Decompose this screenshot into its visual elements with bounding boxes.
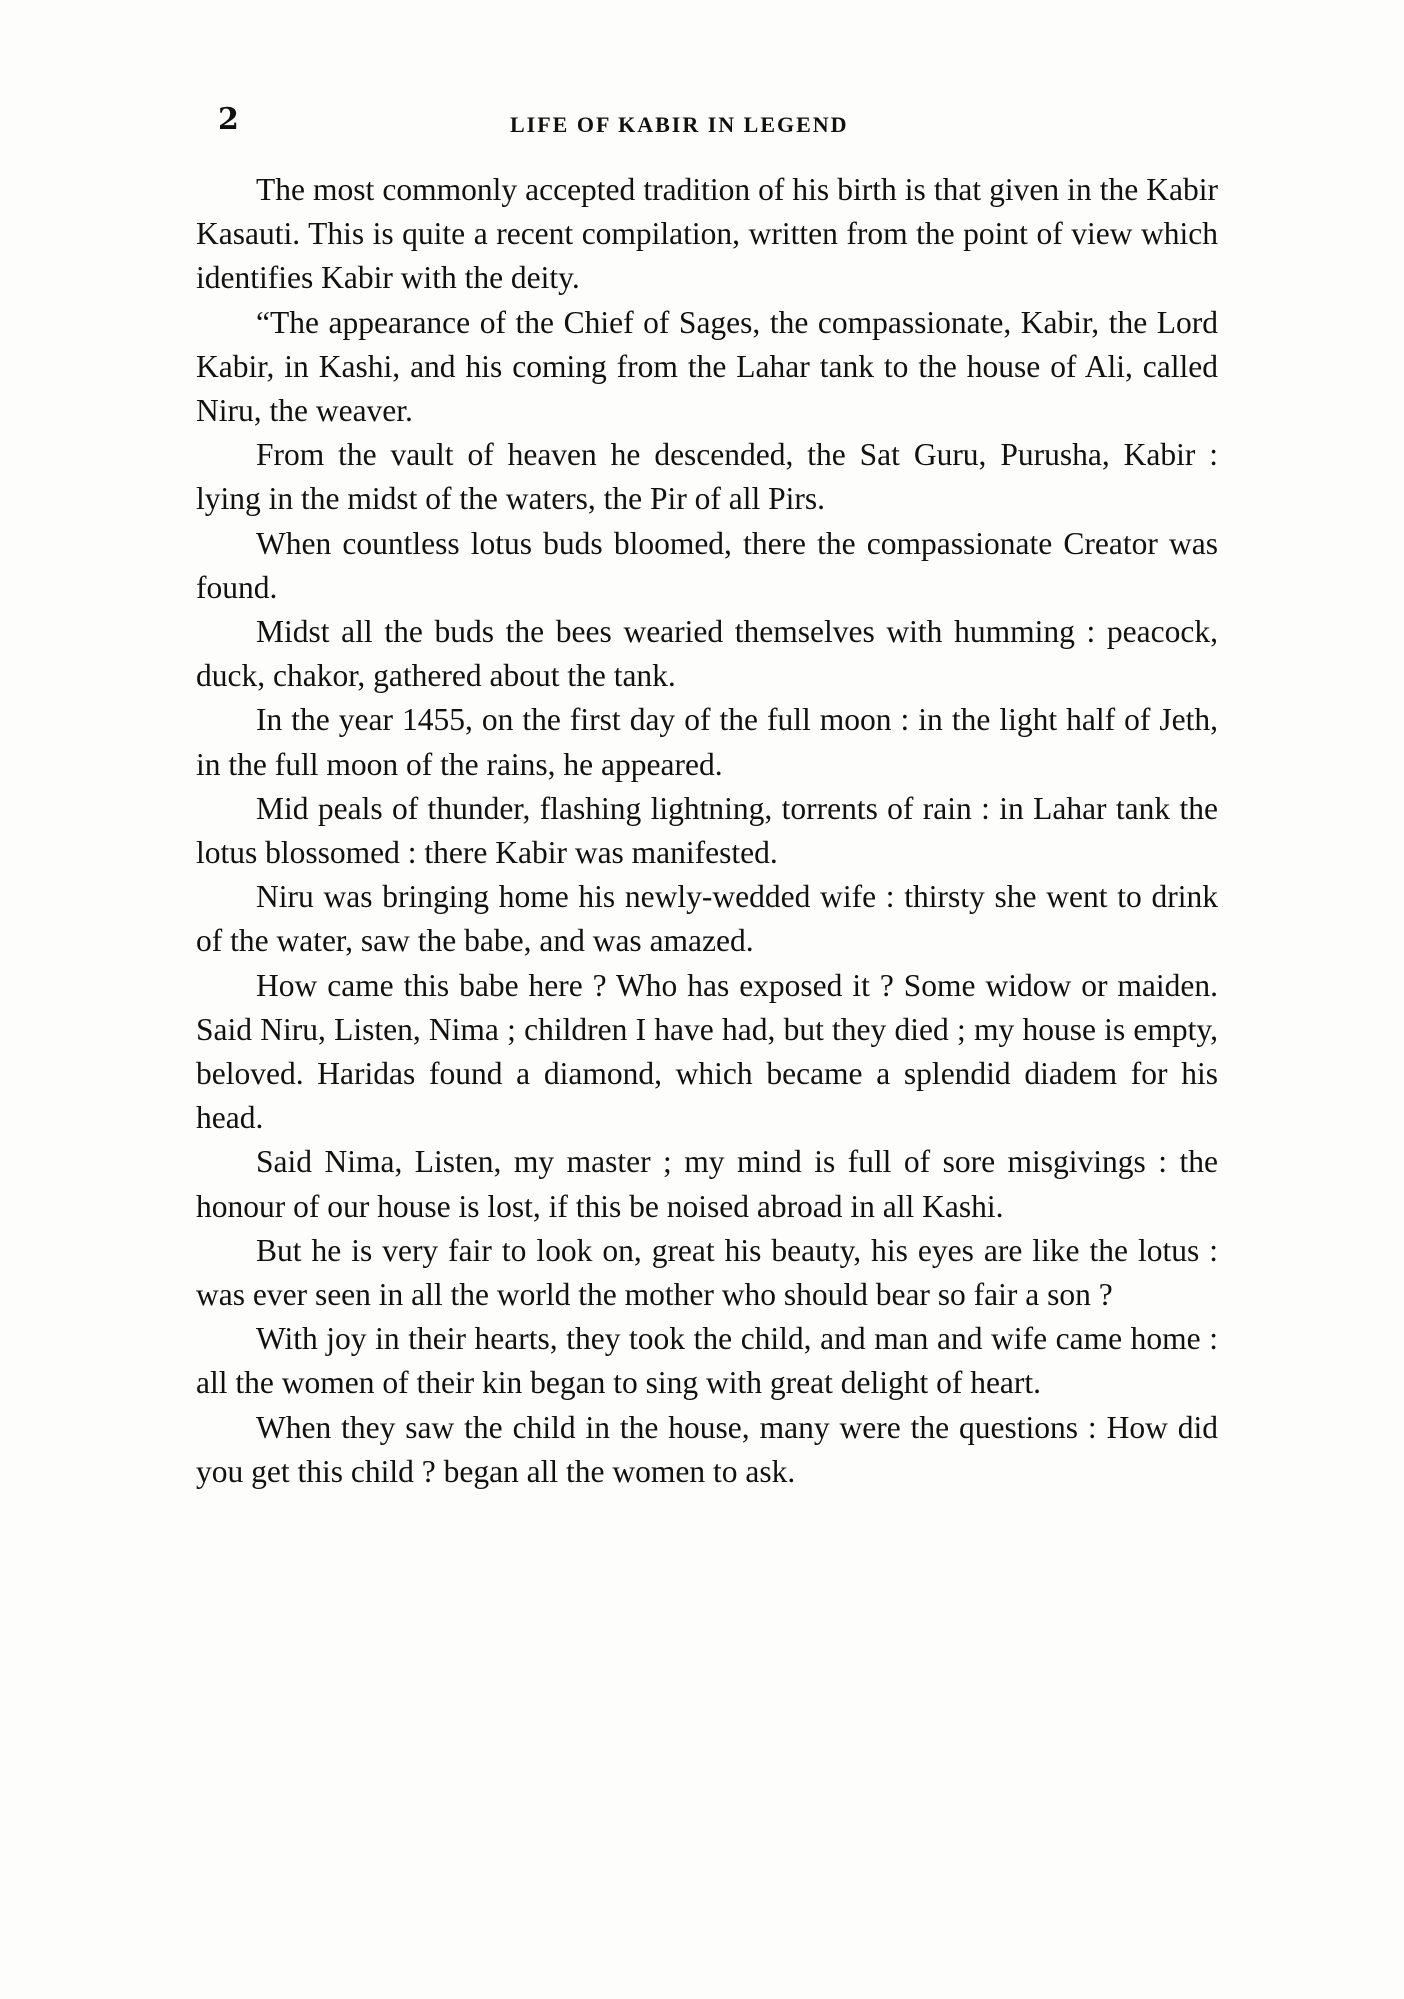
paragraph: “The appearance of the Chief of Sages, the compassionate, Kabir, the Lord Kabir, in Kashi, and his coming from the Lahar tank to the house of Ali, called Niru, the weaver. (196, 304, 1218, 429)
paragraph: But he is very fair to look on, great his beauty, his eyes are like the lotus : was ever seen in all the world the mother who should bear so fair a son ? (196, 1232, 1218, 1313)
body-text (196, 168, 1218, 1494)
paragraph: How came this babe here ? Who has exposed it ? Some widow or maiden. Said Niru, Listen, Nima ; children I have had, but they died ; my house is empty, beloved. Haridas found a diamond, which became a splendid diadem for his head. (196, 967, 1218, 1136)
running-head: LIFE OF KABIR IN LEGEND (510, 112, 849, 137)
paragraph: Mid peals of thunder, flashing lightning, torrents of rain : in Lahar tank the lotus blossomed : there Kabir was manifested. (196, 790, 1218, 871)
paragraph: Niru was bringing home his newly-wedded wife : thirsty she went to drink of the water, saw the babe, and was amazed. (196, 879, 1218, 959)
paragraph: When countless lotus buds bloomed, there the compassionate Creator was found. (196, 525, 1218, 605)
paragraph: With joy in their hearts, they took the child, and man and wife came home : all the women of their kin began to sing with great delight of heart. (196, 1321, 1218, 1401)
paragraph: Said Nima, Listen, my master ; my mind is full of sore misgivings : the honour of our house is lost, if this be noised abroad in all Kashi. (196, 1144, 1218, 1224)
paragraph: Midst all the buds the bees wearied themselves with humming : peacock, duck, chakor, gathered about the tank. (196, 614, 1218, 694)
page-header (210, 102, 1210, 142)
paragraph: The most commonly accepted tradition of his birth is that given in the Kabir Kasauti. This is quite a recent compilation, written from the point of view which identifies Kabir with the deity. (196, 172, 1218, 296)
paragraph: When they saw the child in the house, many were the questions : How did you get this child ? began all the women to ask. (196, 1409, 1218, 1489)
page-number: 2 (218, 102, 239, 137)
paragraph: In the year 1455, on the first day of the full moon : in the light half of Jeth, in the full moon of the rains, he appeared. (196, 702, 1218, 782)
paragraph: From the vault of heaven he descended, the Sat Guru, Purusha, Kabir : lying in the midst of the waters, the Pir of all Pirs. (196, 437, 1218, 517)
